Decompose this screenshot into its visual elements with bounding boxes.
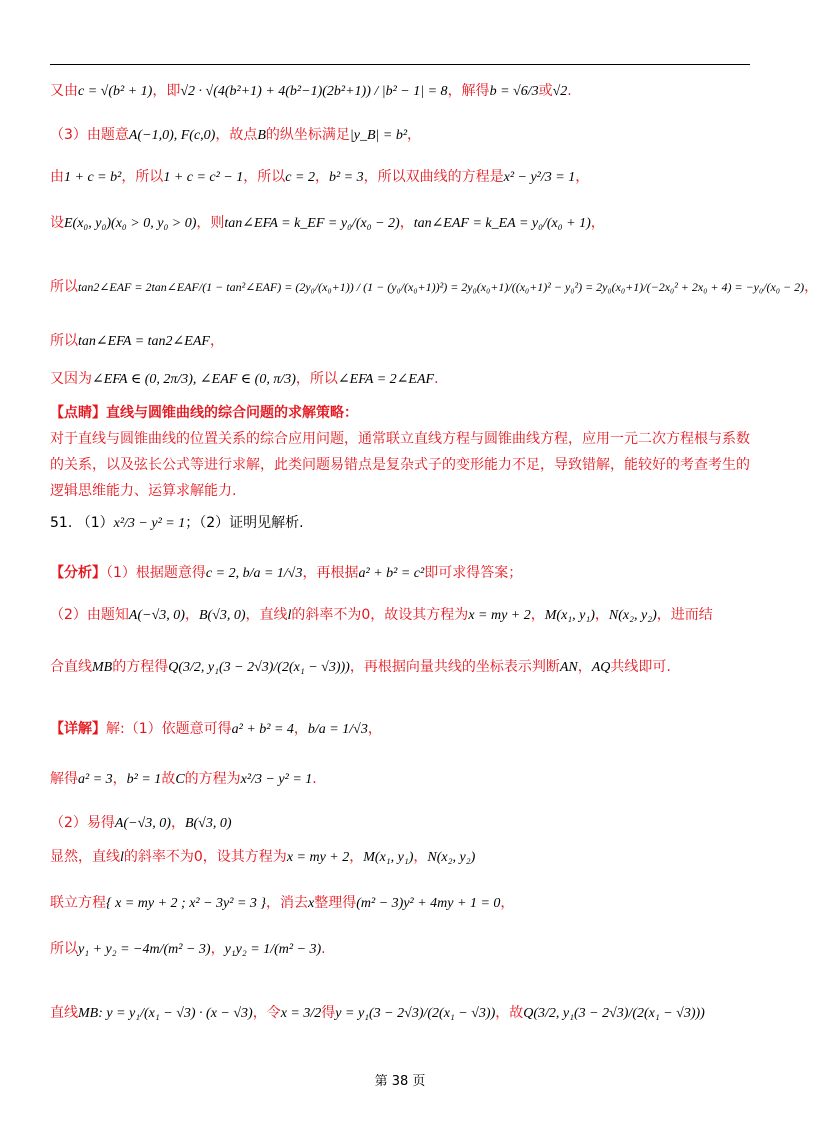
- problem51-line-11: [50, 1002, 755, 1025]
- math-expression: b/a = 1/√3: [307, 722, 368, 737]
- text-run: 得: [321, 1005, 336, 1021]
- math-expression: l: [287, 608, 292, 623]
- math-expression: c = 2, b/a = 1/√3: [205, 566, 303, 581]
- problem51-line-1: [50, 512, 755, 535]
- solution-line-2: [50, 124, 755, 147]
- text-run: ，: [804, 279, 818, 295]
- text-run: ，所以双曲线的方程是: [363, 169, 504, 185]
- solution-line-1: [50, 80, 755, 103]
- math-expression: tan2∠EAF = 2tan∠EAF/(1 − tan²∠EAF) = (2y₀/(x₀+1)) / (1 − (y₀/(x₀+1))²) = 2y₀(x₀+1)/((x₀+1)² − y₀²) = 2y₀(x₀+1)/(−2x₀² + 2x₀ + 4) = −y₀/(x₀ − 2): [78, 280, 805, 294]
- math-expression: AN: [559, 660, 578, 675]
- math-expression: { x = my + 2 ; x² − 3y² = 3 }: [106, 896, 267, 911]
- math-expression: b = √6/3: [489, 84, 539, 99]
- text-run: ，: [407, 127, 422, 143]
- math-expression: √2: [552, 84, 568, 99]
- math-expression: AQ: [591, 660, 611, 675]
- text-run: ，所以: [121, 169, 164, 185]
- math-expression: c = 2: [285, 170, 315, 185]
- math-expression: √2 · √(4(b²+1) + 4(b²−1)(2b²+1)) / |b² − 1| = 8: [180, 84, 448, 99]
- math-expression: Q(3/2, y₁(3 − 2√3)/(2(x₁ − √3))): [523, 1006, 705, 1021]
- math-expression: x = my + 2: [468, 608, 531, 623]
- solution-line-3: [50, 166, 755, 189]
- math-expression: tan∠EFA = k_EF = y₀/(x₀ − 2): [224, 216, 400, 231]
- page-number: 第 38 页: [374, 1074, 426, 1089]
- problem51-line-3: [50, 604, 755, 627]
- text-run: ，: [590, 215, 605, 231]
- math-expression: c = √(b² + 1): [78, 84, 153, 99]
- math-expression: a² + b² = 4: [231, 722, 294, 737]
- header-rule: [50, 64, 750, 65]
- math-expression: x: [308, 896, 315, 911]
- text-run: ，: [500, 895, 515, 911]
- problem51-line-6: [50, 768, 755, 791]
- text-run: ，所以: [295, 371, 338, 387]
- text-run: ，: [293, 721, 308, 737]
- solution-line-6: [50, 330, 755, 353]
- text-run: （3）由题意: [50, 127, 129, 143]
- text-run: ，: [594, 607, 609, 623]
- problem51-line-10: [50, 938, 755, 961]
- math-expression: C: [175, 772, 185, 787]
- math-expression: y = y₁(3 − 2√3)/(2(x₁ − √3)): [335, 1006, 496, 1021]
- math-expression: x² − y²/3 = 1: [503, 170, 576, 185]
- math-expression: MB: [92, 660, 113, 675]
- math-expression: M(x₁, y₁): [544, 608, 595, 623]
- text-run: ，则: [196, 215, 225, 231]
- math-expression: M(x₁, y₁): [363, 850, 414, 865]
- text-run: ，故点: [215, 127, 258, 143]
- problem51-line-4: [50, 656, 755, 679]
- math-expression: E(x₀, y₀)(x₀ > 0, y₀ > 0): [64, 216, 197, 231]
- text-run: ，消去: [266, 895, 309, 911]
- math-expression: |y_B| = b²: [349, 128, 408, 143]
- text-run: （2）易得: [50, 815, 115, 831]
- text-run: ，: [349, 849, 364, 865]
- math-expression: N(x₂, y₂): [427, 850, 476, 865]
- text-run: 直线: [50, 1005, 78, 1021]
- text-run: 由: [50, 169, 64, 185]
- text-run: 的纵坐标满足: [265, 127, 350, 143]
- tip-heading: 【点睛】直线与圆锥曲线的综合问题的求解策略：: [50, 405, 358, 421]
- problem51-line-8: [50, 846, 755, 869]
- solution-line-7: [50, 368, 755, 391]
- text-run: ；（2）证明见解析.: [185, 515, 304, 531]
- problem51-line-7: [50, 812, 755, 835]
- math-expression: B(√3, 0): [184, 816, 232, 831]
- math-expression: B: [257, 128, 266, 143]
- text-run: ，: [112, 771, 127, 787]
- text-run: 所以: [50, 279, 78, 295]
- text-run: ，再根据: [302, 565, 359, 581]
- math-expression: tan∠EAF = k_EA = y₀/(x₀ + 1): [413, 216, 591, 231]
- text-run: ，进而结: [656, 607, 713, 623]
- text-run: 即可求得答案；: [424, 565, 523, 581]
- math-expression: (m² − 3)y² + 4my + 1 = 0: [356, 896, 501, 911]
- text-run: ，: [413, 849, 428, 865]
- text-run: （1）根据题意得: [106, 565, 206, 581]
- math-expression: x²/3 − y² = 1: [113, 516, 186, 531]
- math-expression: b² = 3: [328, 170, 364, 185]
- text-run: （2）由题知: [50, 607, 129, 623]
- text-run: ，: [399, 215, 414, 231]
- problem51-line-2: [50, 562, 755, 585]
- math-expression: ∠EFA = 2∠EAF: [337, 372, 435, 387]
- text-run: ，: [209, 333, 224, 349]
- text-run: ，: [184, 607, 199, 623]
- text-run: 合直线: [50, 659, 92, 675]
- text-run: 又因为: [50, 371, 92, 387]
- tip-body: 对于直线与圆锥曲线的位置关系的综合应用问题，通常联立直线方程与圆锥曲线方程，应用一元二次方程根与系数的关系，以及弦长公式等进行求解，此类问题易错点是复杂式子的变形能力不足，导致错解，能较好的考查考生的逻辑思维能力、运算求解能力.: [50, 431, 750, 499]
- text-run: 设: [50, 215, 64, 231]
- tip-block: [50, 400, 750, 504]
- math-expression: A(−√3, 0): [128, 608, 185, 623]
- text-run: 的斜率不为0，故设其方程为: [291, 607, 469, 623]
- math-expression: ∠EFA ∈ (0, 2π/3), ∠EAF ∈ (0, π/3): [92, 372, 296, 387]
- text-run: 整理得: [314, 895, 357, 911]
- solution-line-4: [50, 212, 755, 235]
- text-run: ，: [210, 941, 225, 957]
- math-expression: N(x₂, y₂): [608, 608, 657, 623]
- text-run: 显然，直线: [50, 849, 120, 865]
- text-run: 的斜率不为0，设其方程为: [123, 849, 287, 865]
- math-expression: b² = 1: [126, 772, 162, 787]
- math-expression: l: [120, 850, 124, 865]
- text-run: ，: [577, 659, 592, 675]
- solution-line-5: [50, 276, 818, 298]
- math-expression: x²/3 − y² = 1: [240, 772, 313, 787]
- math-expression: y₁ + y₂ = −4m/(m² − 3): [78, 942, 211, 957]
- text-run: ，令: [252, 1005, 281, 1021]
- math-expression: B(√3, 0): [198, 608, 246, 623]
- math-expression: A(−√3, 0): [114, 816, 171, 831]
- math-expression: 1 + c = c² − 1: [163, 170, 244, 185]
- problem51-line-9: [50, 892, 755, 915]
- math-expression: tan∠EFA = tan2∠EAF: [78, 334, 210, 349]
- text-run: ，: [530, 607, 545, 623]
- text-run: ，再根据向量共线的坐标表示判断: [349, 659, 560, 675]
- math-expression: A(−1,0), F(c,0): [128, 128, 216, 143]
- text-run: 51. （1）: [50, 515, 114, 531]
- text-run: 的方程为: [184, 771, 241, 787]
- math-expression: MB: y = y₁/(x₁ − √3) · (x − √3): [78, 1006, 253, 1021]
- text-run: 所以: [50, 333, 78, 349]
- text-run: ，即: [152, 83, 181, 99]
- problem51-line-5: [50, 718, 755, 741]
- text-run: 解:（1）依题意可得: [106, 721, 232, 737]
- math-expression: x = 3/2: [280, 1006, 322, 1021]
- text-run: ，解得: [447, 83, 490, 99]
- math-expression: a² = 3: [78, 772, 113, 787]
- text-run: 故: [161, 771, 176, 787]
- text-run: 【分析】: [50, 565, 106, 581]
- text-run: 所以: [50, 941, 78, 957]
- text-run: 共线即可.: [610, 659, 671, 675]
- text-run: 的方程得: [112, 659, 169, 675]
- text-run: 【详解】: [50, 721, 106, 737]
- text-run: ，直线: [245, 607, 288, 623]
- text-run: 又由: [50, 83, 78, 99]
- text-run: ，所以: [243, 169, 286, 185]
- text-run: 解得: [50, 771, 78, 787]
- text-run: 联立方程: [50, 895, 106, 911]
- text-run: ，: [575, 169, 590, 185]
- math-expression: a² + b² = c²: [358, 566, 425, 581]
- text-run: ，: [170, 815, 185, 831]
- text-run: .: [312, 771, 317, 787]
- text-run: ，: [367, 721, 382, 737]
- math-expression: x = my + 2: [286, 850, 350, 865]
- text-run: .: [321, 941, 326, 957]
- text-run: .: [434, 371, 439, 387]
- text-run: 或: [538, 83, 553, 99]
- text-run: ，: [314, 169, 329, 185]
- math-expression: 1 + c = b²: [64, 170, 122, 185]
- text-run: .: [567, 83, 572, 99]
- math-expression: y₁y₂ = 1/(m² − 3): [224, 942, 322, 957]
- text-run: ，故: [495, 1005, 524, 1021]
- math-expression: Q(3/2, y₁(3 − 2√3)/(2(x₁ − √3))): [168, 660, 350, 675]
